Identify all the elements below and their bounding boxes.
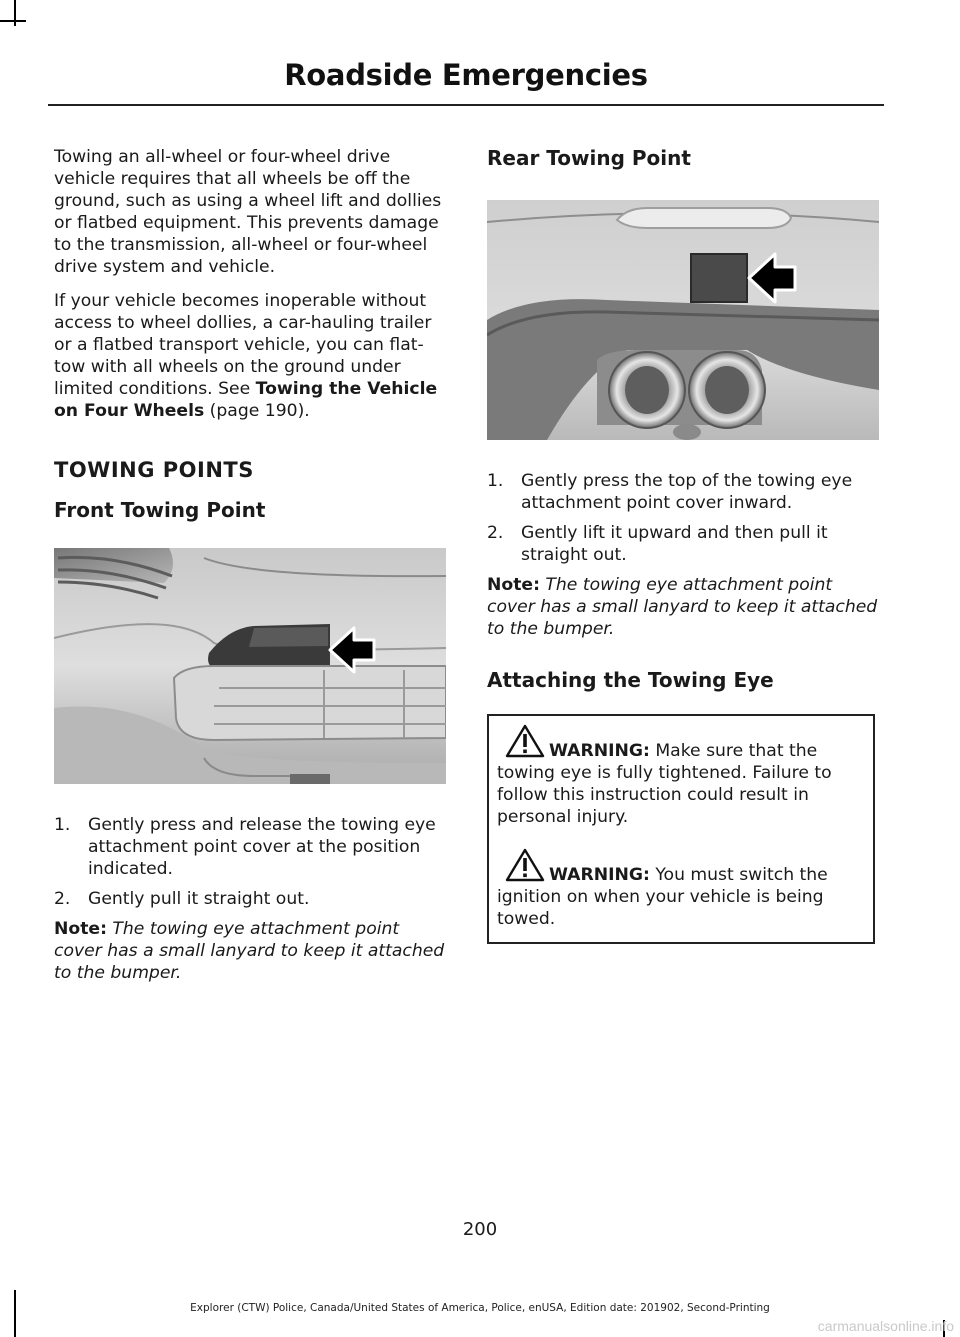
warning-message <box>497 724 863 828</box>
page-number: 200 <box>462 1219 498 1240</box>
warning-triangle-icon <box>505 848 545 882</box>
towing-four-wheels-link[interactable]: Towing the Vehicle on Four Wheels <box>54 379 438 421</box>
crop-mark <box>0 20 26 22</box>
page-reference: (page 190). <box>204 401 310 421</box>
note-label: Note: <box>54 919 107 939</box>
rear-towing-point-heading: Rear Towing Point <box>487 146 691 170</box>
list-item <box>487 470 879 514</box>
warning-text: Make sure that the towing eye is fully tightened. Failure to follow this instruction could result in personal injury. <box>497 741 832 827</box>
warning-label: WARNING: <box>549 741 650 761</box>
flat-tow-text: If your vehicle becomes inoperable without access to wheel dollies, a car-hauling trailer or a flatbed transport vehicle, you can flat-tow with all wheels on the ground under limited conditions. See <box>54 291 432 399</box>
flat-tow-paragraph <box>54 290 446 422</box>
rear-note <box>487 574 879 640</box>
list-item <box>54 814 446 880</box>
attaching-towing-eye-heading: Attaching the Towing Eye <box>487 668 774 692</box>
note-label: Note: <box>487 575 540 595</box>
header-divider <box>48 104 884 106</box>
step-number: 2. <box>54 889 71 909</box>
step-number: 1. <box>487 471 504 491</box>
step-text: Gently lift it upward and then pull it straight out. <box>521 523 828 565</box>
front-towing-point-heading: Front Towing Point <box>54 498 266 522</box>
note-text: The towing eye attachment point cover has a small lanyard to keep it attached to the bumper. <box>487 575 878 639</box>
section-heading-towing-points: TOWING POINTS <box>54 458 254 482</box>
list-item <box>54 888 446 910</box>
warning-triangle-icon <box>505 724 545 758</box>
left-column <box>54 146 446 984</box>
watermark: carmanualsonline.info <box>817 1318 954 1334</box>
page-title: Roadside Emergencies <box>284 58 648 92</box>
list-item <box>487 522 879 566</box>
step-text: Gently press and release the towing eye attachment point cover at the position indicated. <box>88 815 436 879</box>
step-text: Gently pull it straight out. <box>88 889 310 909</box>
step-text: Gently press the top of the towing eye attachment point cover inward. <box>521 471 853 513</box>
front-towing-point-illustration <box>54 548 446 784</box>
rear-towing-point-illustration <box>487 200 879 440</box>
page-header <box>48 58 884 92</box>
page-footer: Explorer (CTW) Police, Canada/United States of America, Police, enUSA, Edition date: 201902, Second-Printing <box>190 1302 770 1314</box>
front-steps-list <box>54 814 446 910</box>
warning-message <box>497 848 863 930</box>
warning-box <box>487 714 875 944</box>
front-note <box>54 918 446 984</box>
step-number: 2. <box>487 523 504 543</box>
note-text: The towing eye attachment point cover has a small lanyard to keep it attached to the bumper. <box>54 919 445 983</box>
warning-text: You must switch the ignition on when your vehicle is being towed. <box>497 865 828 929</box>
step-number: 1. <box>54 815 71 835</box>
towing-awd-paragraph: Towing an all-wheel or four-wheel drive vehicle requires that all wheels be off the ground, such as using a wheel lift and dollies or flatbed equipment. This prevents damage to the transmission, all-wheel or four-wheel drive system and vehicle. <box>54 147 442 277</box>
rear-steps-list <box>487 470 879 566</box>
crop-mark <box>14 0 16 26</box>
warning-label: WARNING: <box>549 865 650 885</box>
right-column <box>487 146 879 944</box>
